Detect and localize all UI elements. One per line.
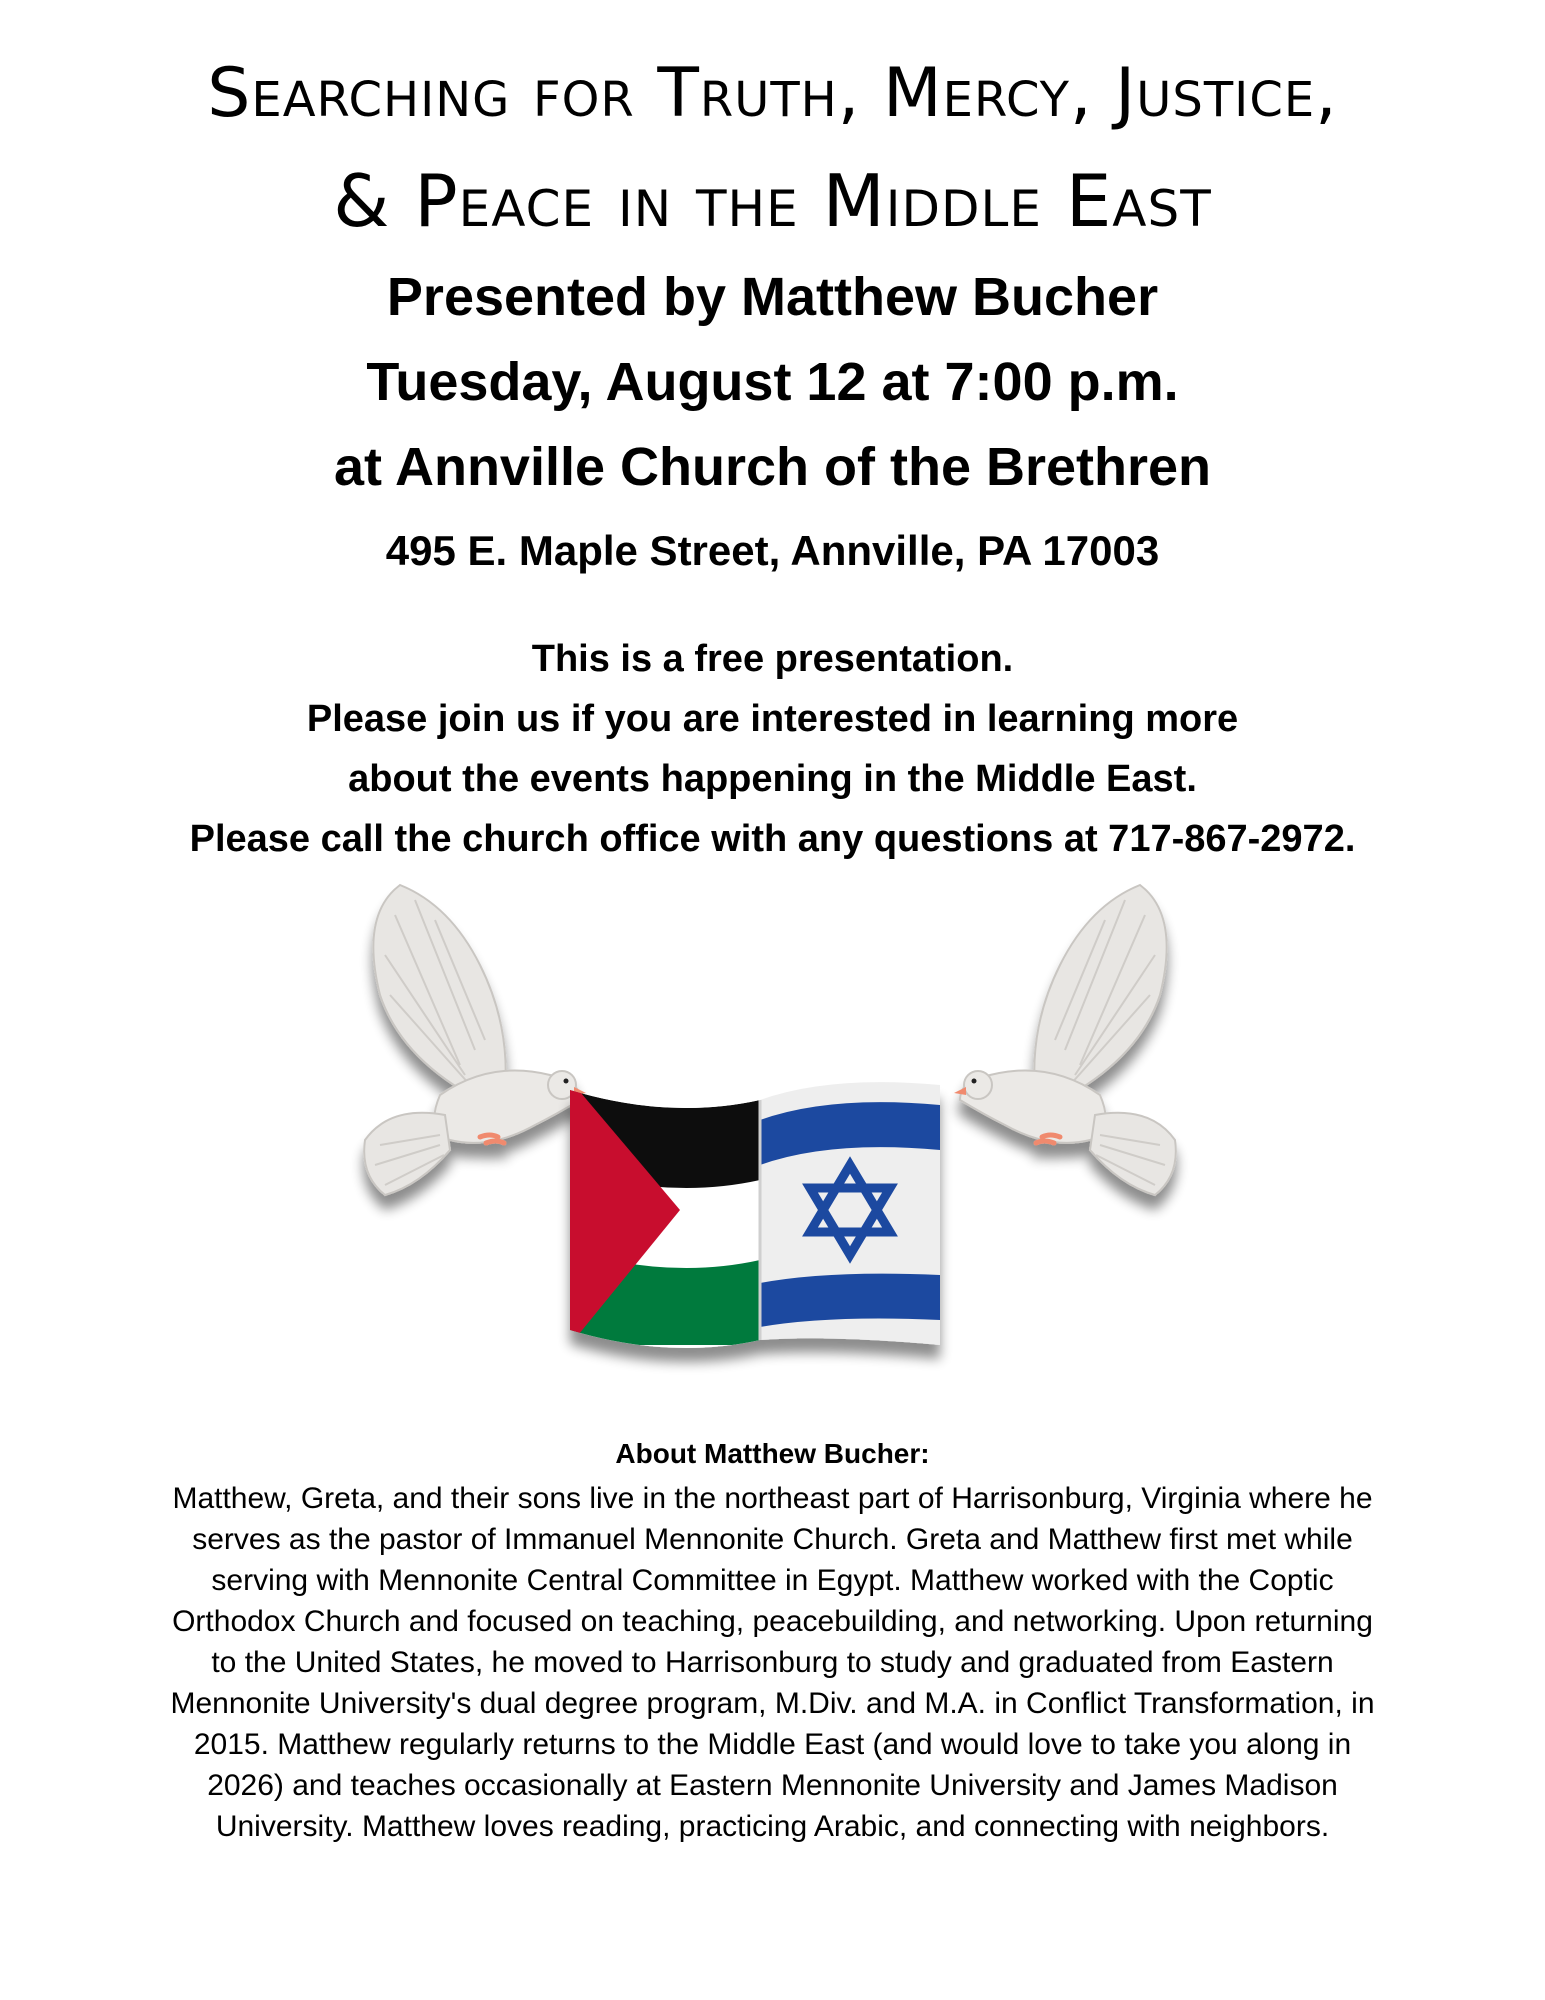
- about-line: Mennonite University's dual degree program, M.Div. and M.A. in Conflict Transformation, in: [170, 1687, 1375, 1720]
- about-line: Matthew, Greta, and their sons live in the northeast part of Harrisonburg, Virginia where he: [172, 1482, 1373, 1515]
- about-line: serves as the pastor of Immanuel Mennonite Church. Greta and Matthew first met while: [192, 1523, 1353, 1556]
- presenter: Presented by Matthew Bucher: [386, 267, 1159, 327]
- israeli-flag-icon: [755, 1070, 950, 1355]
- title-line-2: & Peace in the Middle East: [333, 159, 1212, 243]
- about-body: [40, 1478, 1505, 1847]
- dove-icon: [364, 885, 586, 1195]
- about-line: Orthodox Church and focused on teaching, peacebuilding, and networking. Upon returning: [172, 1605, 1373, 1638]
- palestinian-flag-icon: [560, 1055, 770, 1365]
- event-datetime: Tuesday, August 12 at 7:00 p.m.: [366, 352, 1179, 412]
- about-line: to the United States, he moved to Harrisonburg to study and graduated from Eastern: [211, 1646, 1334, 1679]
- title-line-1: Searching for Truth, Mercy, Justice,: [207, 54, 1338, 133]
- note-join: Please join us if you are interested in learning more: [306, 698, 1239, 740]
- peace-illustration: [340, 875, 1200, 1435]
- about-line: 2015. Matthew regularly returns to the Middle East (and would love to take you along in: [193, 1728, 1352, 1761]
- dove-icon: [954, 885, 1176, 1195]
- about-line: University. Matthew loves reading, practicing Arabic, and connecting with neighbors.: [215, 1810, 1330, 1843]
- note-free: This is a free presentation.: [531, 638, 1014, 680]
- event-address: 495 E. Maple Street, Annville, PA 17003: [385, 527, 1160, 574]
- note-phone: Please call the church office with any questions at 717-867-2972.: [189, 818, 1356, 860]
- event-venue: at Annville Church of the Brethren: [333, 437, 1212, 497]
- about-line: serving with Mennonite Central Committee in Egypt. Matthew worked with the Coptic: [211, 1564, 1334, 1597]
- about-line: 2026) and teaches occasionally at Eastern Mennonite University and James Madison: [207, 1769, 1338, 1802]
- note-events: about the events happening in the Middle East.: [348, 758, 1197, 800]
- about-heading: About Matthew Bucher:: [615, 1438, 930, 1469]
